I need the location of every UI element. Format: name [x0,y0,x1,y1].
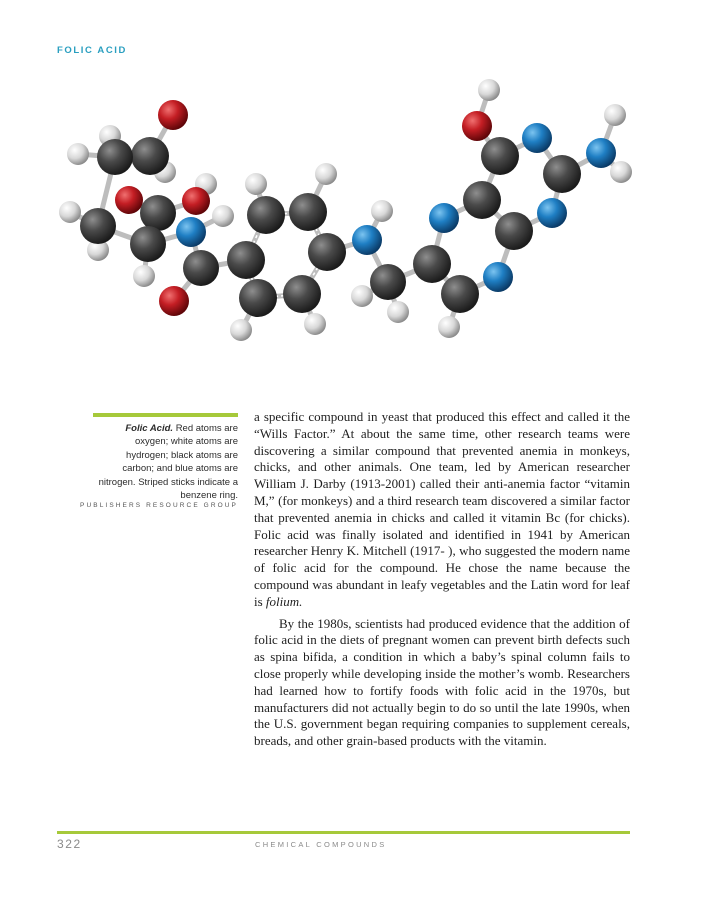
carbon-atom [283,275,321,313]
carbon-atom [463,181,501,219]
nitrogen-atom [586,138,616,168]
hydrogen-atom [371,200,393,222]
body-paragraph [254,409,630,611]
body-paragraph: By the 1980s, scientists had produced evidence that the addition of folic acid in the diets of pregnant women can prevent birth defects such as spina bifida, a condition in which a baby’s spinal column fails to close properly while developing inside the mother’s womb. Researchers had learned how to fortify foods with folic acid in the 1970s, but manufacturers did not actually begin to do so until the late 1990s, when the U.S. government began requiring companies to supplement cereals, breads, and other grain-based products with the vitamin. [254,615,630,749]
nitrogen-atom [176,217,206,247]
atoms [59,79,632,341]
nitrogen-atom [352,225,382,255]
oxygen-atom [159,286,189,316]
carbon-atom [289,193,327,231]
hydrogen-atom [230,319,252,341]
figure-caption-text: Red atoms are oxygen; white atoms are hydrogen; black atoms are carbon; and blue atoms are nitrogen. Striped sticks indicate a benzene ring. [98,423,238,502]
carbon-atom [441,275,479,313]
oxygen-atom [462,111,492,141]
carbon-atom [308,233,346,271]
carbon-atom [183,250,219,286]
nitrogen-atom [522,123,552,153]
hydrogen-atom [212,205,234,227]
running-head: FOLIC ACID [57,45,128,56]
carbon-atom [140,195,176,231]
caption-rule [93,413,238,417]
carbon-atom [97,139,133,175]
nitrogen-atom [537,198,567,228]
hydrogen-atom [315,163,337,185]
footer-book-title: CHEMICAL COMPOUNDS [255,840,387,849]
hydrogen-atom [67,143,89,165]
oxygen-atom [115,186,143,214]
carbon-atom [247,196,285,234]
nitrogen-atom [429,203,459,233]
carbon-atom [370,264,406,300]
hydrogen-atom [387,301,409,323]
carbon-atom [227,241,265,279]
carbon-atom [495,212,533,250]
figure-title: Folic Acid. [125,423,174,434]
hydrogen-atom [351,285,373,307]
footer-rule [57,831,630,834]
body-text [254,409,630,750]
oxygen-atom [158,100,188,130]
hydrogen-atom [133,265,155,287]
hydrogen-atom [245,173,267,195]
carbon-atom [481,137,519,175]
hydrogen-atom [610,161,632,183]
hydrogen-atom [438,316,460,338]
hydrogen-atom [604,104,626,126]
figure-caption [93,422,238,502]
carbon-atom [80,208,116,244]
nitrogen-atom [483,262,513,292]
hydrogen-atom [478,79,500,101]
hydrogen-atom [304,313,326,335]
oxygen-atom [182,187,210,215]
carbon-atom [239,279,277,317]
folic-acid-molecule-illustration [50,72,650,362]
carbon-atom [131,137,169,175]
carbon-atom [413,245,451,283]
photo-credit: PUBLISHERS RESOURCE GROUP [80,502,238,509]
latin-word: folium. [265,593,303,609]
carbon-atom [543,155,581,193]
hydrogen-atom [59,201,81,223]
paragraph-1-text: a specific compound in yeast that produced this effect and called it the “Wills Factor.” At about the same time, other research teams were discovering a similar compound that prevented anemia in monkeys, chicks, and other animals. One team, led by American researcher William J. Darby (1913-2001) called their anti-anemia factor “vitamin M,” (for monkeys) and a third research team discovered a similar factor that prevented anemia in chicks and called it vitamin Bc (for chicks). Folic acid was finally isolated and identified in 1941 by American researcher Henry K. Mitchell (1917- ), who suggested the modern name of folic acid for the compound. He chose the name because the compound was abundant in leafy vegetables and the Latin word for leaf is [254,409,630,609]
page-number: 322 [57,837,82,851]
carbon-atom [130,226,166,262]
